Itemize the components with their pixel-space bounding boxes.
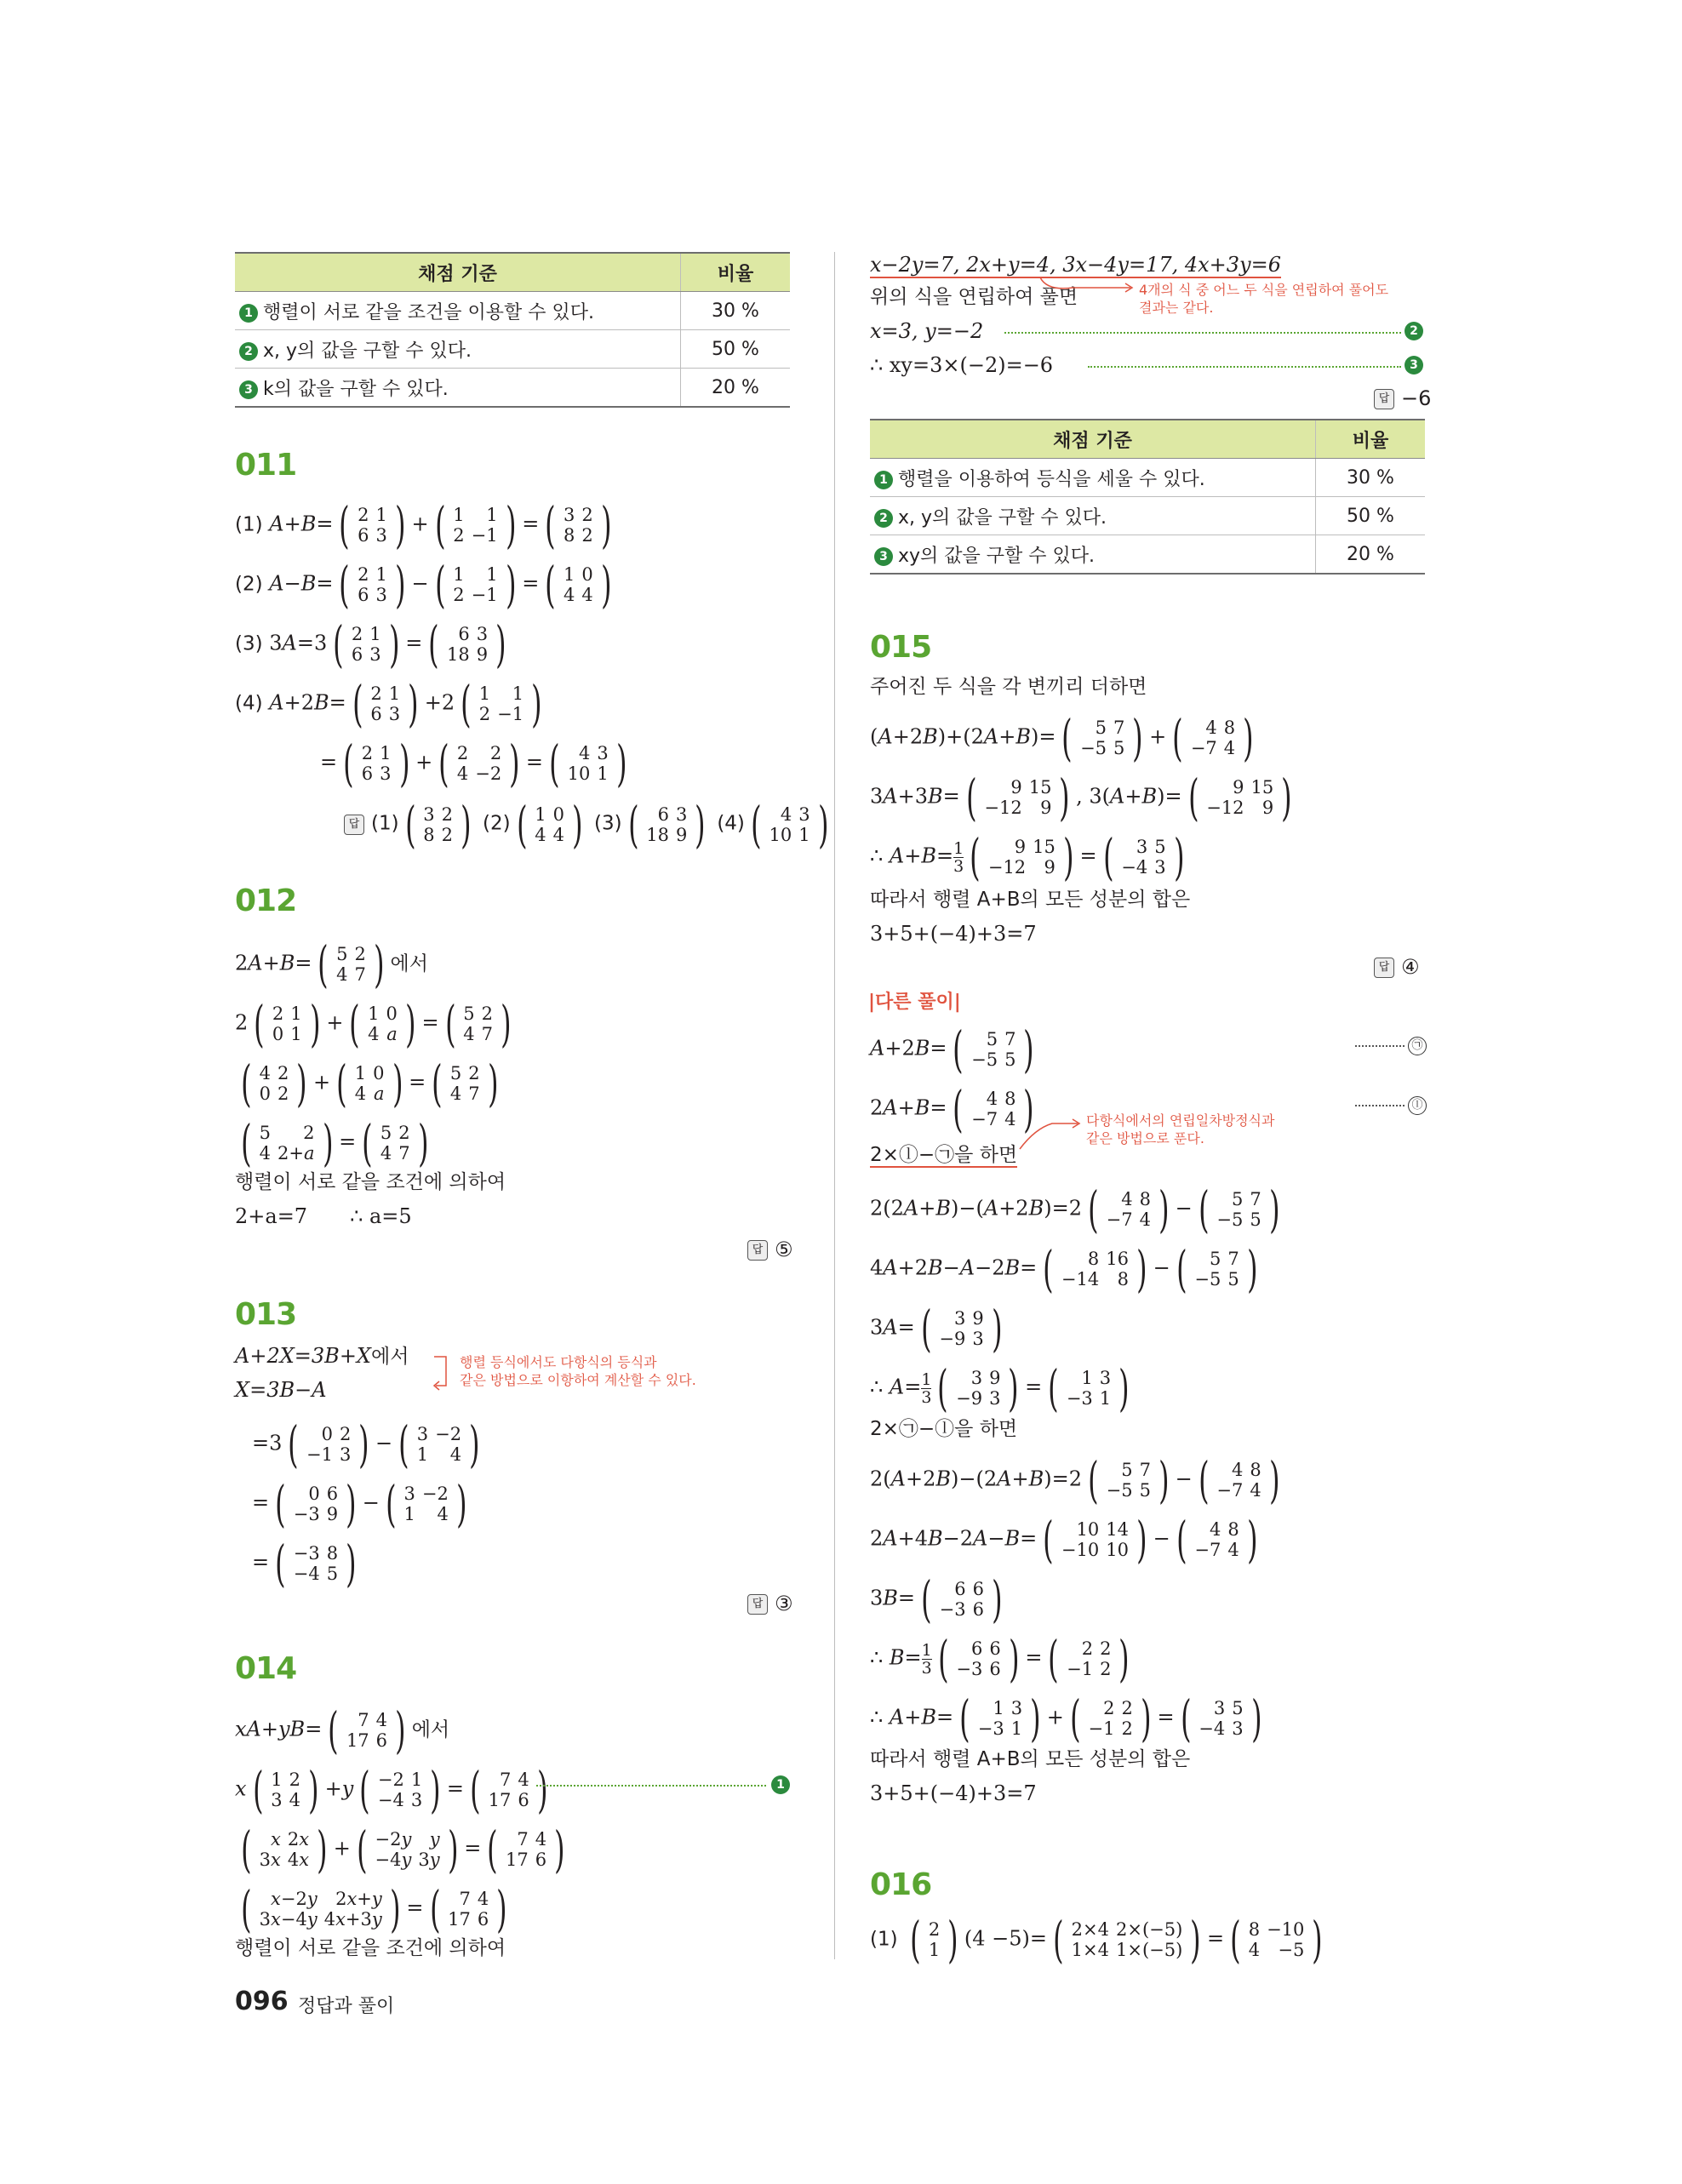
grading-table-1 xyxy=(235,252,790,408)
grading-table-2 xyxy=(870,419,1425,575)
solution-line: ( 5 2 4 2+a ) = ( 5 2 4 7 ) xyxy=(241,1114,429,1172)
note-015: 다항식에서의 연립일차방정식과 같은 방법으로 푼다. xyxy=(1086,1112,1275,1146)
solution-line: 3B= ( 6 6 −3 6 ) xyxy=(870,1570,1003,1628)
solution-line: (2) A−B= ( 2 1 6 3 ) − ( 1 1 2 −1 ) = ( 1 0 4 4 ) xyxy=(235,556,612,614)
solution-line: 2(A+2B)−(2A+B)=2 ( 5 7 −5 5 ) − ( 4 8 −7 4 ) xyxy=(870,1451,1280,1509)
answer-icon: 답 xyxy=(747,1594,768,1615)
grading-row xyxy=(870,497,1316,535)
answer-012 xyxy=(747,1238,793,1261)
text-eseo: 에서 xyxy=(390,952,428,975)
solution-line: = ( −3 8 −4 5 ) xyxy=(252,1535,357,1592)
answer-icon: 답 xyxy=(747,1240,768,1261)
solution-line: ( x−2y 2x+y 3x−4y 4x+3y ) = ( 7 4 17 6 ) xyxy=(241,1880,507,1938)
solution-text: 따라서 행렬 A+B의 모든 성분의 합은 xyxy=(870,1748,1191,1770)
other-solution-label: |다른 풀이| xyxy=(868,992,961,1013)
answer-line: 답 (1) ( 3 2 8 2 ) (2) ( 1 0 4 4 ) (3) ( 6 3 18 9 ) (4) ( 4 3 10 1 ) xyxy=(344,800,834,849)
problem-number: 015 xyxy=(870,630,932,665)
step-number-icon: 2 xyxy=(874,509,893,528)
dotted-leader xyxy=(1355,1045,1405,1047)
dotted-leader xyxy=(1088,366,1401,368)
note-arrow xyxy=(1018,1112,1086,1154)
grading-row xyxy=(235,330,681,369)
solution-line: = ( 0 6 −3 9 ) − ( 3 −2 1 4 ) xyxy=(252,1475,467,1533)
solution-line: ∴ A+B= $\frac{1}{3}$ ( 9 15 −12 9 ) = ( 3 5 −4 3 ) xyxy=(870,828,1185,886)
footer-title: 정답과 풀이 xyxy=(298,1996,395,2017)
system-equations: x−2y=7, 2x+y=4, 3x−4y=17, 4x+3y=6 xyxy=(870,253,1281,277)
solution-text: 3+5+(−4)+3=7 xyxy=(870,1781,1037,1805)
grading-header-ratio: 비율 xyxy=(1316,420,1426,459)
dotted-leader xyxy=(1004,332,1401,334)
answer-013 xyxy=(747,1592,793,1615)
note-arrow xyxy=(1038,274,1141,308)
problem-number: 011 xyxy=(235,448,297,483)
step-number-icon: 3 xyxy=(239,380,258,399)
criteria-text: xy의 값을 구할 수 있다. xyxy=(898,545,1096,567)
grading-row xyxy=(870,459,1316,497)
solution-line xyxy=(235,1343,409,1369)
solution-line: xA+yB= ( 7 4 17 6 ) 에서 xyxy=(235,1701,450,1759)
grading-row xyxy=(235,292,681,330)
dotted-leader xyxy=(536,1785,766,1787)
column-divider xyxy=(834,252,835,1959)
solution-text: 행렬이 서로 같을 조건에 의하여 xyxy=(235,1937,506,1959)
solution-line: ∴ B= $\frac{1}{3}$ ( 6 6 −3 6 ) = ( 2 2 −1 2 ) xyxy=(870,1630,1130,1688)
solution-line: 2 ( 2 1 0 1 ) + ( 1 0 4 a ) = ( 5 2 4 7 ) xyxy=(235,995,512,1053)
eq-label-icon: ⓛ xyxy=(1408,1096,1427,1115)
solution-text: 3+5+(−4)+3=7 xyxy=(870,922,1037,946)
solution-line: 2A+B= ( 4 8 −7 4 ) xyxy=(870,1080,1035,1138)
step-number-icon: 2 xyxy=(239,342,258,361)
x-start-eq: A+2X=3B+X xyxy=(235,1344,372,1368)
solution-text: 행렬이 서로 같을 조건에 의하여 xyxy=(235,1171,506,1193)
grading-header-criteria: 채점 기준 xyxy=(870,420,1316,459)
solution-line: =3 ( 0 2 −1 3 ) − ( 3 −2 1 4 ) xyxy=(252,1415,480,1473)
answer-014 xyxy=(1374,386,1431,410)
grading-row xyxy=(870,535,1316,575)
answer-icon: 답 xyxy=(1374,958,1394,978)
solution-line: 4A+2B−A−2B= ( 8 16 −14 8 ) − ( 5 7 −5 5 ) xyxy=(870,1240,1258,1298)
answer-value: ⑤ xyxy=(775,1238,793,1261)
step-1-icon: 1 xyxy=(771,1775,790,1794)
text-eseo: 에서 xyxy=(371,1346,409,1368)
grading-row xyxy=(235,369,681,408)
answer-icon: 답 xyxy=(1374,389,1394,409)
solution-line: ∴ A+B= ( 1 3 −3 1 ) + ( 2 2 −1 2 ) = ( 3 5 −4 3 ) xyxy=(870,1689,1262,1747)
answer-015 xyxy=(1374,955,1420,979)
solution-line: A+2B= ( 5 7 −5 5 ) xyxy=(870,1021,1035,1078)
solution-line: 2A+4B−2A−B= ( 10 14 −10 10 ) − ( 4 8 −7 4 ) xyxy=(870,1511,1258,1569)
solution-line: (3) 3A=3 ( 2 1 6 3 ) = ( 6 3 18 9 ) xyxy=(235,615,506,673)
solution-line: (1) ( 2 1 ) (4 −5)= ( 2×4 2×(−5) 1×4 1×(−5) ) = ( 8 −10 4 −5 ) xyxy=(870,1911,1323,1969)
solution-line: (1) A+B= ( 2 1 6 3 ) + ( 1 1 2 −1 ) = ( 3 2 8 2 ) xyxy=(235,496,612,554)
a-result: ∴ a=5 xyxy=(350,1204,412,1228)
ratio-value: 20 % xyxy=(681,369,791,408)
answer-value: ③ xyxy=(775,1592,793,1615)
step-number-icon: 3 xyxy=(874,547,893,566)
grading-header-ratio: 비율 xyxy=(681,253,791,292)
solution-text: 따라서 행렬 A+B의 모든 성분의 합은 xyxy=(870,889,1191,911)
xy-product: ∴ xy=3×(−2)=−6 xyxy=(870,353,1054,377)
problem-number: 016 xyxy=(870,1867,932,1902)
solution-line: x ( 1 2 3 4 ) +y ( −2 1 −4 3 ) = ( 7 4 17 6 ) xyxy=(235,1761,548,1819)
step-2-icon: 2 xyxy=(1405,322,1423,340)
answer-value: ④ xyxy=(1401,955,1420,979)
text-eseo: 에서 xyxy=(411,1718,450,1741)
solution-line: 3A= ( 3 9 −9 3 ) xyxy=(870,1300,1003,1358)
solution-line xyxy=(235,1203,412,1229)
criteria-text: k의 값을 구할 수 있다. xyxy=(263,378,449,400)
page-number: 096 xyxy=(235,1987,289,2016)
step-number-icon: 1 xyxy=(239,304,258,323)
ratio-value: 30 % xyxy=(681,292,791,330)
a-equation: 2+a=7 xyxy=(235,1204,308,1228)
ratio-value: 50 % xyxy=(1316,497,1426,535)
note-arrow xyxy=(431,1353,461,1396)
solution-line: ( x 2x 3x 4x ) + ( −2y y −4y 3y ) = ( 7 4 17 6 ) xyxy=(241,1821,565,1878)
answer-value: −6 xyxy=(1401,386,1432,410)
criteria-text: 행렬이 서로 같을 조건을 이용할 수 있다. xyxy=(263,301,594,323)
dotted-leader xyxy=(1355,1105,1405,1106)
xy-values: x=3, y=−2 xyxy=(870,319,984,343)
ratio-value: 50 % xyxy=(681,330,791,369)
solution-line: ( 4 2 0 2 ) + ( 1 0 4 a ) = ( 5 2 4 7 ) xyxy=(241,1055,499,1112)
solution-line: (4) A+2B= ( 2 1 6 3 ) +2 ( 1 1 2 −1 ) xyxy=(235,675,542,733)
eq-label-icon: ㉠ xyxy=(1408,1037,1427,1055)
problem-number: 014 xyxy=(235,1651,297,1686)
solution-text: 2×ⓛ−㉠을 하면 xyxy=(870,1144,1018,1166)
ratio-value: 20 % xyxy=(1316,535,1426,575)
step-3-icon: 3 xyxy=(1405,356,1423,374)
solution-text: 위의 식을 연립하여 풀면 xyxy=(870,286,1078,308)
note-014: 4개의 식 중 어느 두 식을 연립하여 풀어도 결과는 같다. xyxy=(1139,282,1389,316)
solution-line: 3A+3B= ( 9 15 −12 9 ) , 3(A+B)= ( 9 15 −12 9 ) xyxy=(870,769,1292,826)
solution-line: = ( 2 1 6 3 ) + ( 2 2 4 −2 ) = ( 4 3 10 1 ) xyxy=(320,735,627,792)
solution-line: X=3B−A xyxy=(235,1378,327,1402)
solution-text: 주어진 두 식을 각 변끼리 더하면 xyxy=(870,676,1147,698)
solution-line: 2(2A+B)−(A+2B)=2 ( 4 8 −7 4 ) − ( 5 7 −5 5 ) xyxy=(870,1181,1280,1238)
criteria-text: x, y의 값을 구할 수 있다. xyxy=(898,506,1107,529)
criteria-text: x, y의 값을 구할 수 있다. xyxy=(263,340,472,362)
solution-line: ∴ A= $\frac{1}{3}$ ( 3 9 −9 3 ) = ( 1 3 −3 1 ) xyxy=(870,1359,1130,1417)
ratio-value: 30 % xyxy=(1316,459,1426,497)
problem-number: 012 xyxy=(235,883,297,918)
criteria-text: 행렬을 이용하여 등식을 세울 수 있다. xyxy=(898,468,1205,490)
solution-text: 2×㉠−ⓛ을 하면 xyxy=(870,1418,1018,1440)
grading-header-criteria: 채점 기준 xyxy=(235,253,681,292)
answer-icon: 답 xyxy=(344,815,364,835)
step-number-icon: 1 xyxy=(874,471,893,489)
solution-line: 2A+B= ( 5 2 4 7 ) 에서 xyxy=(235,935,428,993)
problem-number: 013 xyxy=(235,1297,297,1332)
note-013: 행렬 등식에서도 다항식의 등식과 같은 방법으로 이항하여 계산할 수 있다. xyxy=(460,1354,696,1388)
solution-line: (A+2B)+(2A+B)= ( 5 7 −5 5 ) + ( 4 8 −7 4 ) xyxy=(870,709,1254,767)
